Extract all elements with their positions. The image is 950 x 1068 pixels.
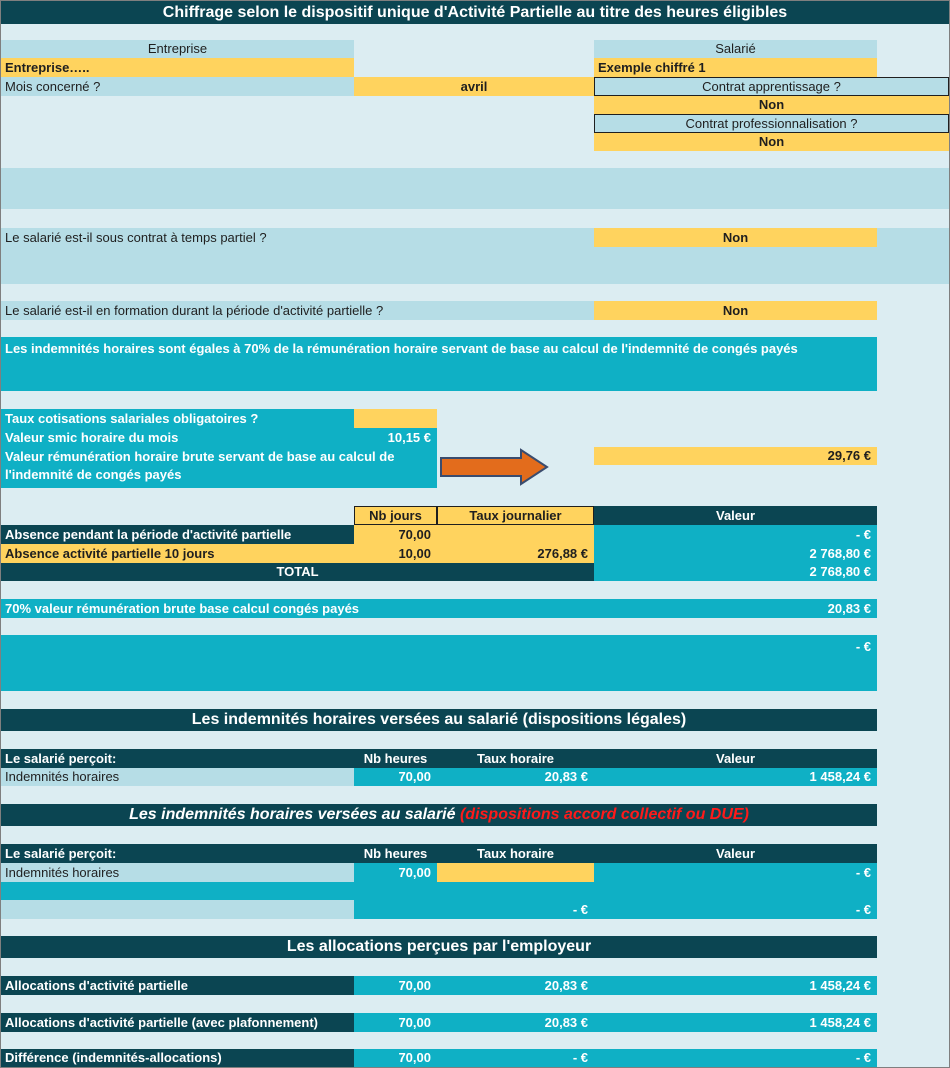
formation-label: Le salarié est-il en formation durant la période d'activité partielle ? [1,301,594,320]
legal-section-title: Les indemnités horaires versées au salarié (dispositions légales) [1,709,877,731]
temps-partiel-label: Le salarié est-il sous contrat à temps partiel ? [1,228,594,247]
entreprise-header: Entreprise [1,40,354,58]
absences-col-valeur: Valeur [594,506,877,525]
absence-row-2-valeur: 2 768,80 € [594,544,877,563]
salarie-name-cell[interactable]: Exemple chiffré 1 [594,58,877,77]
spacer-band [1,168,949,209]
spacer-band-2 [1,247,949,284]
professionnalisation-value-cell[interactable]: Non [594,133,949,151]
accord-row-label: Indemnités horaires [1,863,354,882]
absence-row-2-taux: 276,88 € [437,544,594,563]
absence-row-2-jours[interactable]: 10,00 [354,544,437,563]
absence-row-1-label: Absence pendant la période d'activité partielle [1,525,354,544]
accord-col-heures: Nb heures [363,846,428,861]
absence-row-1-valeur: - € [594,525,877,544]
allocation-row-3-valeur: - € [594,1049,877,1067]
smic-value: 10,15 € [354,428,437,447]
legal-row-taux: 20,83 € [437,768,594,786]
accord-sub-taux: - € [572,902,588,917]
allocation-row-1-taux: 20,83 € [437,976,594,995]
allocation-row-2-taux: 20,83 € [437,1013,594,1032]
accord-sub-valeur: - € [855,902,871,917]
salarie-header: Salarié [594,40,877,58]
cotisations-value-cell[interactable] [354,409,437,428]
accord-row-heures: 70,00 [354,863,437,882]
remuneration-label: Valeur rémunération horaire brute servant de base au calcul de l'indemnité de congés payés [1,447,437,488]
allocations-section-title: Les allocations perçues par l'employeur [1,936,877,958]
smic-label: Valeur smic horaire du mois [1,428,354,447]
absences-total-label: TOTAL [1,563,594,581]
accord-col-valeur: Valeur [715,846,756,861]
accord-spacer [1,882,877,900]
accord-sub-label [1,900,354,919]
professionnalisation-label: Contrat professionnalisation ? [594,114,949,133]
accord-title-main: Les indemnités horaires versées au salarié [129,806,456,823]
legal-col-label: Le salarié perçoit: [5,751,117,766]
legal-col-heures: Nb heures [363,751,428,766]
accord-section-title [1,804,877,826]
legal-row-label: Indemnités horaires [1,768,354,786]
absence-row-1-jours[interactable]: 70,00 [354,525,437,544]
legal-row-valeur: 1 458,24 € [594,768,877,786]
absence-row-2-label: Absence activité partielle 10 jours [1,544,354,563]
absences-total-value: 2 768,80 € [594,563,877,581]
accord-title-red: (dispositions accord collectif ou DUE) [459,806,749,823]
allocation-row-2-label: Allocations d'activité partielle (avec plafonnement) [1,1013,354,1032]
absences-col-jours: Nb jours [354,506,437,525]
allocation-row-3-heures: 70,00 [354,1049,437,1067]
page-title: Chiffrage selon le dispositif unique d'Activité Partielle au titre des heures éligibles [1,1,949,24]
accord-row-valeur: - € [594,863,877,882]
legal-col-valeur: Valeur [715,751,756,766]
absence-row-1-taux [437,525,594,544]
allocation-row-3-label: Différence (indemnités-allocations) [1,1049,354,1067]
allocation-row-2-heures: 70,00 [354,1013,437,1032]
accord-col-label: Le salarié perçoit: [5,846,117,861]
entreprise-name-cell[interactable]: Entreprise….. [1,58,354,77]
allocation-row-1-label: Allocations d'activité partielle [1,976,354,995]
mois-value-cell[interactable]: avril [354,77,594,96]
apprentissage-label: Contrat apprentissage ? [594,77,949,96]
right-arrow-icon [439,448,551,486]
legal-col-taux: Taux horaire [476,751,555,766]
apprentissage-value-cell[interactable]: Non [594,96,949,114]
accord-row-taux-cell[interactable] [437,863,594,882]
formation-value-cell[interactable]: Non [594,301,877,320]
absences-col-taux: Taux journalier [437,506,594,525]
pct70-extra-value: - € [855,639,871,654]
legal-row-heures: 70,00 [354,768,437,786]
temps-partiel-value-cell[interactable]: Non [594,228,877,247]
mois-label: Mois concerné ? [1,77,354,96]
pct70-label: 70% valeur rémunération brute base calcul congés payés [1,599,877,618]
allocation-row-2-valeur: 1 458,24 € [594,1013,877,1032]
allocation-row-1-valeur: 1 458,24 € [594,976,877,995]
cotisations-label: Taux cotisations salariales obligatoires ? [1,409,354,428]
pct70-value: 20,83 € [827,601,871,616]
allocation-row-3-taux: - € [437,1049,594,1067]
info-note: Les indemnités horaires sont égales à 70% de la rémunération horaire servant de base au calcul de l'indemnité de congés payés [1,337,877,391]
allocation-row-1-heures: 70,00 [354,976,437,995]
accord-col-taux: Taux horaire [476,846,555,861]
remuneration-value-cell[interactable]: 29,76 € [594,447,877,465]
